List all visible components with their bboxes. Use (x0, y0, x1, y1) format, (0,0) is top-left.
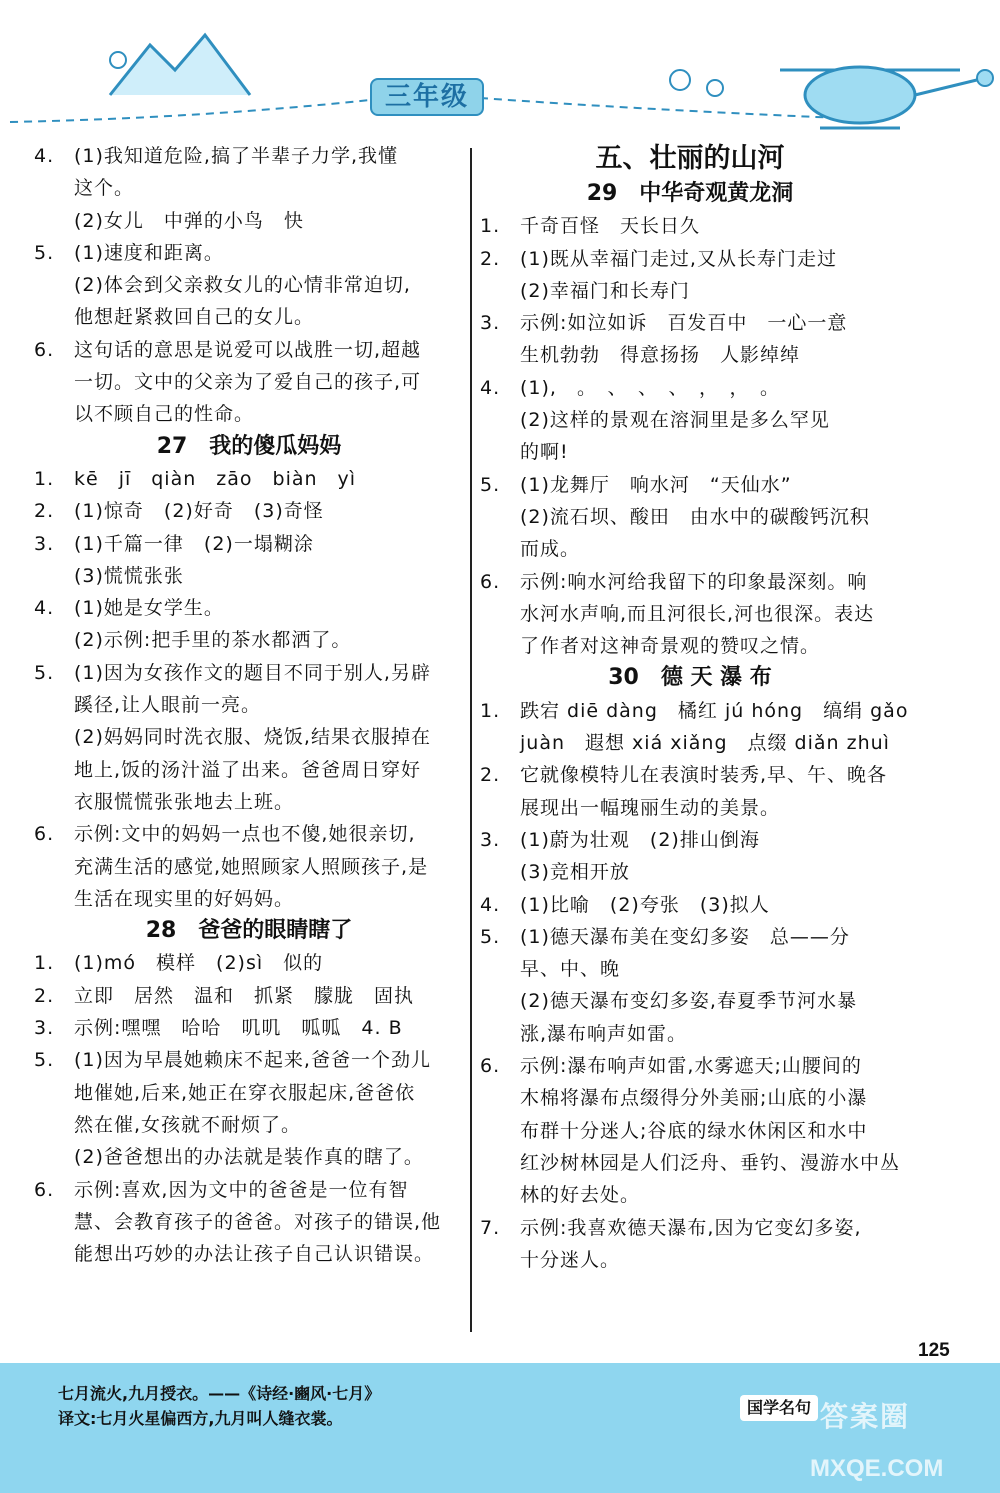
answer-text: 他想赶紧救回自己的女儿。 (74, 306, 315, 329)
answer-line (34, 883, 464, 915)
answer-line (480, 985, 900, 1017)
answer-line (480, 501, 900, 533)
answer-line (480, 243, 900, 275)
grade-badge: 三年级 (370, 78, 484, 116)
answer-text: 早、中、晚 (520, 958, 621, 981)
answer-text: 千奇百怪 天长日久 (520, 215, 701, 238)
answer-text: (1)蔚为壮观 (2)排山倒海 (520, 828, 760, 851)
answer-text: (1)因为女孩作文的题目不同于别人,另辟 (74, 661, 431, 684)
answer-line (480, 921, 900, 953)
answer-line (34, 1206, 464, 1238)
answer-text: 示例:瀑布响声如雷,水雾遮天;山腰间的 (520, 1055, 862, 1078)
answer-line (34, 980, 464, 1012)
answer-line (34, 657, 464, 689)
answer-line (34, 398, 464, 430)
watermark-logo: 答案圈 (820, 1400, 911, 1433)
answer-text: (2)女儿 中弹的小鸟 快 (74, 209, 304, 232)
answer-text: 木棉将瀑布点缀得分外美丽;山底的小瀑 (520, 1087, 868, 1110)
answer-text: (1)她是女学生。 (74, 597, 224, 620)
answer-line (480, 727, 900, 759)
answer-text: 示例:文中的妈妈一点也不傻,她很亲切, (74, 823, 416, 846)
answer-line (34, 786, 464, 818)
answer-line (480, 953, 900, 985)
question-number: 1. (34, 952, 55, 975)
answer-text: (2)这样的景观在溶洞里是多么罕见 (520, 409, 830, 432)
answer-text: (1)速度和距离。 (74, 241, 224, 264)
answer-line (480, 275, 900, 307)
question-number: 3. (34, 1017, 55, 1040)
question-number: 6. (34, 1178, 55, 1201)
answer-line (480, 1212, 900, 1244)
answer-text: (3)竞相开放 (520, 861, 630, 884)
question-number: 2. (34, 984, 55, 1007)
answer-text: 一切。文中的父亲为了爱自己的孩子,可 (74, 371, 422, 394)
answer-line (480, 372, 900, 404)
answer-text: juàn 遐想 xiá xiǎng 点缀 diǎn zhuì (520, 732, 890, 755)
question-number: 5. (34, 241, 55, 264)
question-number: 3. (34, 532, 55, 555)
answer-line (480, 469, 900, 501)
answer-line (480, 1244, 900, 1276)
answer-line (480, 1050, 900, 1082)
answer-line (34, 237, 464, 269)
answer-line (480, 598, 900, 630)
answer-line (34, 818, 464, 850)
answer-text: (2)示例:把手里的茶水都洒了。 (74, 629, 352, 652)
answer-text: (1)因为早晨她赖床不起来,爸爸一个劲儿 (74, 1049, 431, 1072)
answer-text: (2)流石坝、酸田 由水中的碳酸钙沉积 (520, 505, 870, 528)
question-number: 6. (34, 338, 55, 361)
answer-text: 充满生活的感觉,她照顾家人照顾孩子,是 (74, 855, 429, 878)
answer-line (34, 366, 464, 398)
question-number: 6. (480, 570, 501, 593)
question-number: 2. (480, 764, 501, 787)
answer-text: 十分迷人。 (520, 1248, 621, 1271)
answer-text: 示例:如泣如诉 百发百中 一心一意 (520, 312, 848, 335)
question-number: 1. (480, 215, 501, 238)
answer-text: 生机勃勃 得意扬扬 人影绰绰 (520, 344, 801, 367)
unit-title: 五、壮丽的山河 (595, 143, 785, 174)
answer-text: 示例:嘿嘿 哈哈 叽叽 呱呱 4. B (74, 1017, 403, 1040)
answer-line (34, 495, 464, 527)
answer-line (34, 1141, 464, 1173)
lesson-title: 29 中华奇观黄龙洞 (586, 181, 794, 206)
question-number: 4. (34, 145, 55, 167)
answer-line (480, 307, 900, 339)
page-header (0, 0, 1000, 140)
answer-line (34, 947, 464, 979)
answer-line (480, 436, 900, 468)
answer-text: 地催她,后来,她正在穿衣服起床,爸爸依 (74, 1081, 416, 1104)
watermark-url: MXQE.COM (810, 1455, 944, 1482)
answer-line (34, 301, 464, 333)
answer-text: 它就像模特儿在表演时装秀,早、午、晚各 (520, 764, 888, 787)
answer-text: 立即 居然 温和 抓紧 朦胧 固执 (74, 984, 415, 1007)
question-number: 4. (34, 597, 55, 620)
answer-line (480, 1018, 900, 1050)
answer-text: kē jī qiàn zāo biàn yì (74, 467, 357, 490)
question-number: 5. (34, 1049, 55, 1072)
question-number: 5. (34, 661, 55, 684)
answer-text: 地上,饭的汤汁溢了出来。爸爸周日穿好 (74, 758, 422, 781)
answer-text: (1)mó 模样 (2)sì 似的 (74, 952, 324, 975)
answer-line (34, 334, 464, 366)
answer-line (34, 851, 464, 883)
answer-text: (1)千篇一律 (2)一塌糊涂 (74, 532, 314, 555)
answer-text: 衣服慌慌张张地去上班。 (74, 790, 295, 813)
answer-line (34, 1109, 464, 1141)
answer-text: 而成。 (520, 538, 581, 561)
answer-text: (2)幸福门和长寿门 (520, 279, 690, 302)
question-number: 1. (34, 467, 55, 490)
answer-line (480, 1082, 900, 1114)
answer-line (34, 1238, 464, 1270)
answer-line (480, 856, 900, 888)
question-number: 6. (480, 1055, 501, 1078)
answer-line (34, 689, 464, 721)
answer-text: 涨,瀑布响声如雷。 (520, 1022, 688, 1045)
answer-line (480, 889, 900, 921)
answer-line (34, 754, 464, 786)
answer-text: (2)妈妈同时洗衣服、烧饭,结果衣服掉在 (74, 726, 431, 749)
answer-line (480, 1147, 900, 1179)
classical-quote: 七月流火,九月授衣。——《诗经·豳风·七月》 (58, 1384, 381, 1403)
question-number: 3. (480, 312, 501, 335)
answer-text: 林的好去处。 (520, 1184, 641, 1207)
answer-line (34, 1044, 464, 1076)
answer-line (34, 140, 464, 172)
answer-line (480, 339, 900, 371)
answer-text: (3)慌慌张张 (74, 564, 184, 587)
lesson-title: 27 我的傻瓜妈妈 (156, 433, 342, 459)
question-number: 1. (480, 699, 501, 722)
answer-line (34, 1174, 464, 1206)
question-number: 5. (480, 473, 501, 496)
page-number: 125 (918, 1340, 950, 1361)
answer-text: 然在催,女孩就不耐烦了。 (74, 1113, 302, 1136)
answer-line (34, 528, 464, 560)
answer-text: (1)我知道危险,搞了半辈子力学,我懂 (74, 145, 398, 167)
answer-text: 能想出巧妙的办法让孩子自己认识错误。 (74, 1243, 435, 1266)
answer-text: (1)既从幸福门走过,又从长寿门走过 (520, 247, 837, 270)
quote-translation: 译文:七月火星偏西方,九月叫人缝衣裳。 (58, 1409, 343, 1428)
answer-text: 跌宕 diē dàng 橘红 jú hóng 缟绢 gǎo (520, 699, 909, 722)
answer-line (480, 695, 909, 727)
answer-line (480, 533, 900, 565)
answer-text: 布群十分迷人;谷底的绿水休闲区和水中 (520, 1119, 868, 1142)
question-number: 7. (480, 1216, 501, 1239)
answer-line (480, 566, 900, 598)
answer-text: (1)比喻 (2)夸张 (3)拟人 (520, 893, 770, 916)
answer-line (480, 824, 900, 856)
answer-line (480, 1115, 900, 1147)
left-column (34, 140, 464, 1270)
answer-line (34, 560, 464, 592)
right-column (480, 140, 909, 1276)
section-tag: 国学名句 (740, 1395, 818, 1421)
question-number: 3. (480, 828, 501, 851)
answer-line (480, 792, 900, 824)
answer-text: 的啊! (520, 441, 569, 464)
answer-line (34, 269, 464, 301)
answer-line (34, 205, 464, 237)
answer-text: 水河水声响,而且河很长,河也很深。表达 (520, 602, 875, 625)
answer-text: (1)惊奇 (2)好奇 (3)奇怪 (74, 500, 324, 523)
answer-text: (1), 。 、 、 、 ， ， 。 (520, 376, 780, 399)
question-number: 2. (480, 247, 501, 270)
answer-line (480, 210, 900, 242)
answer-line (34, 172, 464, 204)
answer-line (480, 404, 900, 436)
column-divider (470, 148, 472, 1332)
question-number: 4. (480, 376, 501, 399)
answer-text: (2)德天瀑布变幻多姿,春夏季节河水暴 (520, 990, 857, 1013)
answer-line (34, 463, 464, 495)
header-decoration (0, 0, 1000, 140)
answer-line (34, 624, 464, 656)
answer-text: 以不顾自己的性命。 (74, 403, 255, 426)
question-number: 2. (34, 500, 55, 523)
answer-text: (2)体会到父亲救女儿的心情非常迫切, (74, 274, 411, 297)
answer-text: 示例:喜欢,因为文中的爸爸是一位有智 (74, 1178, 409, 1201)
question-number: 4. (480, 893, 501, 916)
answer-line (34, 721, 464, 753)
answer-text: 展现出一幅瑰丽生动的美景。 (520, 796, 781, 819)
answer-line (480, 759, 900, 791)
question-number: 5. (480, 925, 501, 948)
answer-line (34, 1077, 464, 1109)
answer-text: 红沙树林园是人们泛舟、垂钓、漫游水中丛 (520, 1151, 901, 1174)
answer-text: (2)爸爸想出的办法就是装作真的瞎了。 (74, 1146, 424, 1169)
answer-text: (1)德天瀑布美在变幻多姿 总——分 (520, 925, 850, 948)
answer-line (480, 630, 900, 662)
answer-text: 了作者对这神奇景观的赞叹之情。 (520, 635, 821, 658)
answer-line (34, 592, 464, 624)
answer-text: 示例:我喜欢德天瀑布,因为它变幻多姿, (520, 1216, 862, 1239)
lesson-title: 30 德 天 瀑 布 (608, 665, 772, 691)
answer-text: (1)龙舞厅 响水河 “天仙水” (520, 473, 792, 496)
answer-text: 生活在现实里的好妈妈。 (74, 887, 295, 910)
question-number: 6. (34, 823, 55, 846)
answer-text: 这句话的意思是说爱可以战胜一切,超越 (74, 338, 422, 361)
lesson-title: 28 爸爸的眼睛瞎了 (145, 918, 353, 944)
answer-text: 这个。 (74, 177, 135, 200)
answer-line (34, 1012, 464, 1044)
answer-text: 蹊径,让人眼前一亮。 (74, 694, 262, 717)
answer-text: 示例:响水河给我留下的印象最深刻。响 (520, 570, 868, 593)
answer-text: 慧、会教育孩子的爸爸。对孩子的错误,他 (74, 1210, 442, 1233)
answer-line (480, 1179, 900, 1211)
